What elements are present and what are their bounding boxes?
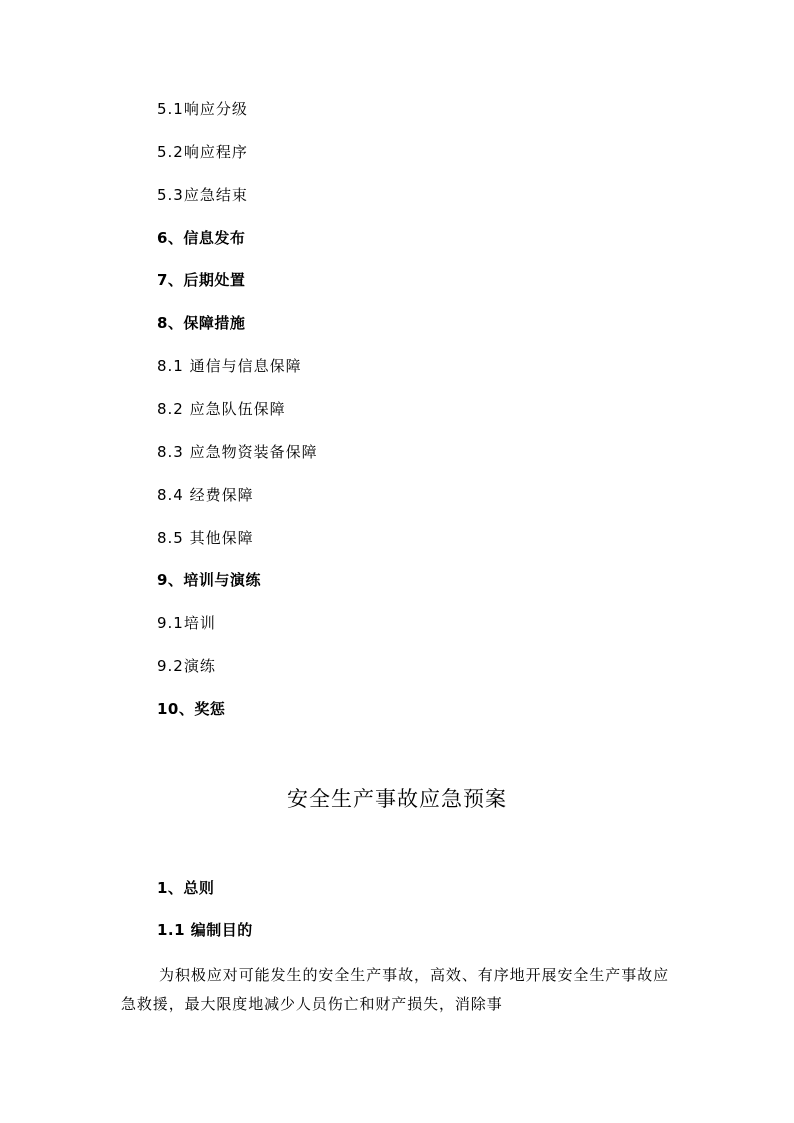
toc-item-9-1: 9.1培训 bbox=[157, 614, 216, 632]
toc-item-9-2: 9.2演练 bbox=[157, 657, 216, 675]
body-paragraph: 为积极应对可能发生的安全生产事故，高效、有序地开展安全生产事故应急救援，最大限度地减少人员伤亡和财产损失，消除事 bbox=[121, 966, 669, 1013]
toc-item-9: 9、培训与演练 bbox=[157, 571, 261, 589]
toc-item-10: 10、奖惩 bbox=[157, 700, 226, 718]
toc-item-5-2: 5.2响应程序 bbox=[157, 143, 248, 161]
toc-item-5-3: 5.3应急结束 bbox=[157, 186, 248, 204]
toc-item-5-1: 5.1响应分级 bbox=[157, 100, 248, 118]
toc-item-7: 7、后期处置 bbox=[157, 271, 246, 289]
toc-item-8: 8、保障措施 bbox=[157, 314, 246, 332]
toc-item-8-3: 8.3 应急物资装备保障 bbox=[157, 443, 318, 461]
section-heading-1-1: 1.1 编制目的 bbox=[157, 921, 253, 939]
document-title: 安全生产事故应急预案 bbox=[287, 787, 507, 811]
toc-item-8-5: 8.5 其他保障 bbox=[157, 529, 254, 547]
toc-item-6: 6、信息发布 bbox=[157, 229, 246, 247]
toc-item-8-1: 8.1 通信与信息保障 bbox=[157, 357, 302, 375]
toc-item-8-2: 8.2 应急队伍保障 bbox=[157, 400, 286, 418]
section-heading-1: 1、总则 bbox=[157, 879, 215, 897]
toc-item-8-4: 8.4 经费保障 bbox=[157, 486, 254, 504]
